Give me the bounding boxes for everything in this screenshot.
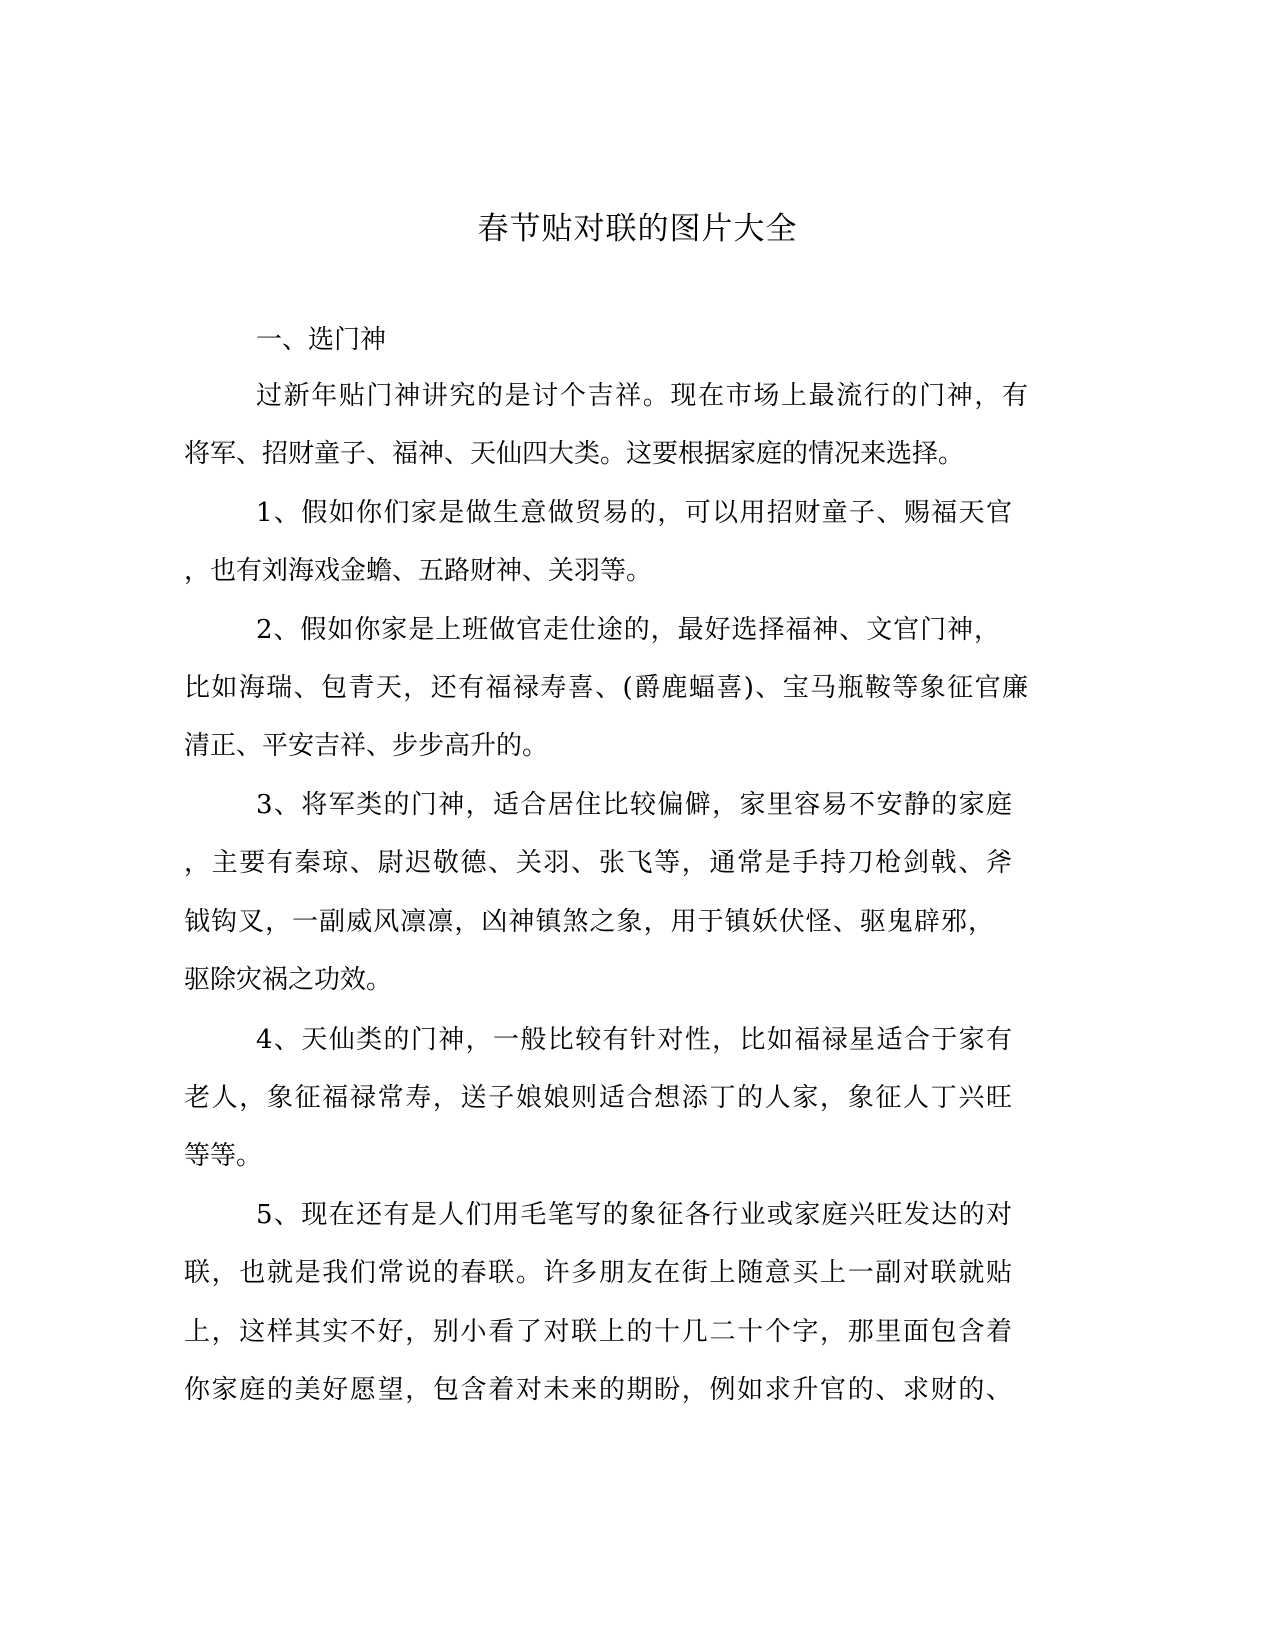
paragraph-line: 将军、招财童子、福神、天仙四大类。这要根据家庭的情况来选择。 bbox=[184, 439, 965, 469]
paragraph-line: 1、假如你们家是做生意做贸易的，可以用招财童子、赐福天官 bbox=[256, 498, 1012, 528]
paragraph-line: 上，这样其实不好，别小看了对联上的十几二十个字，那里面包含着 bbox=[184, 1317, 1012, 1347]
paragraph-line: 老人，象征福禄常寿，送子娘娘则适合想添丁的人家，象征人丁兴旺 bbox=[184, 1083, 1012, 1113]
paragraph-line: ，主要有秦琼、尉迟敬德、关羽、张飞等，通常是手持刀枪剑戟、斧 bbox=[184, 848, 1012, 878]
paragraph-line: 3、将军类的门神，适合居住比较偏僻，家里容易不安静的家庭 bbox=[256, 790, 1012, 820]
paragraph-line: ，也有刘海戏金蟾、五路财神、关羽等。 bbox=[184, 556, 653, 586]
document-title: 春节贴对联的图片大全 bbox=[477, 211, 798, 247]
paragraph-line: 等等。 bbox=[184, 1141, 263, 1171]
paragraph-line: 4、天仙类的门神，一般比较有针对性，比如福禄星适合于家有 bbox=[256, 1025, 1012, 1055]
paragraph-line: 联，也就是我们常说的春联。许多朋友在街上随意买上一副对联就贴 bbox=[184, 1258, 1012, 1288]
paragraph-line: 2、假如你家是上班做官走仕途的，最好选择福神、文官门神， bbox=[256, 615, 1000, 645]
paragraph-line: 比如海瑞、包青天，还有福禄寿喜、(爵鹿蝠喜)、宝马瓶鞍等象征官廉 bbox=[184, 673, 1028, 703]
paragraph-line: 驱除灾祸之功效。 bbox=[184, 965, 393, 995]
paragraph-line: 钺钩叉，一副威风凛凛，凶神镇煞之象，用于镇妖伏怪、驱鬼辟邪， bbox=[184, 907, 994, 937]
section-heading: 一、选门神 bbox=[256, 325, 387, 355]
paragraph-line: 5、现在还有是人们用毛笔写的象征各行业或家庭兴旺发达的对 bbox=[256, 1200, 1012, 1230]
paragraph-line: 清正、平安吉祥、步步高升的。 bbox=[184, 731, 549, 761]
paragraph-line: 你家庭的美好愿望，包含着对未来的期盼，例如求升官的、求财的、 bbox=[184, 1375, 1012, 1405]
paragraph-line: 过新年贴门神讲究的是讨个吉祥。现在市场上最流行的门神，有 bbox=[256, 381, 1028, 411]
